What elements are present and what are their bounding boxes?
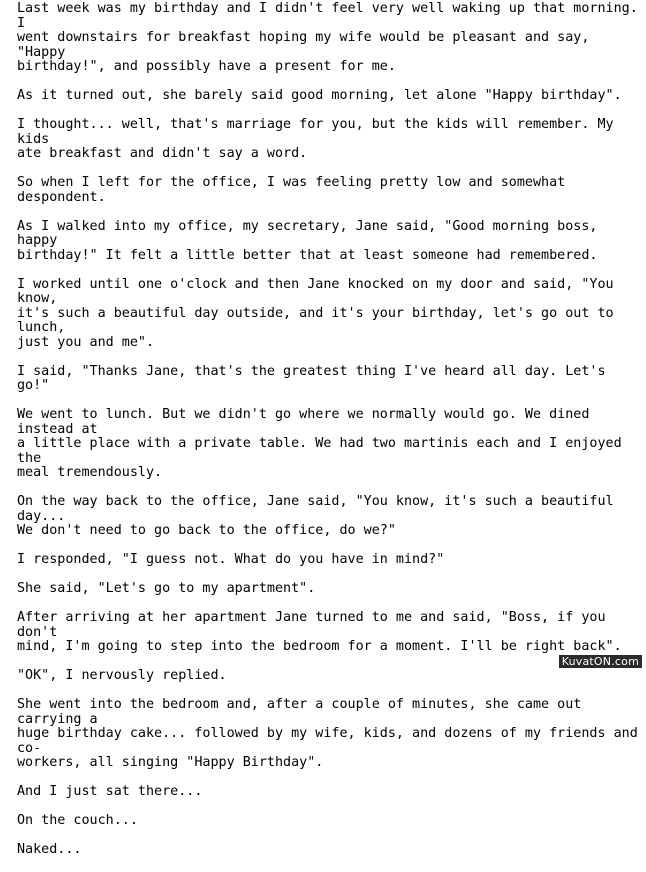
paragraph: So when I left for the office, I was feeling pretty low and somewhat despondent. [17,175,574,205]
watermark-logo: KuvatON.com [559,655,642,668]
paragraph: I thought... well, that's marriage for you, but the kids will remember. My kids ate breakfast and didn't say a word. [17,117,614,161]
paragraph: We went to lunch. But we didn't go where we normally would go. We dined instead at a little place with a private table. We had two martinis each and I enjoyed the meal tremendously. [17,407,622,480]
paragraph: On the way back to the office, Jane said, "You know, it's such a beautiful day... We don't need to go back to the office, do we?" [17,494,614,538]
paragraph: Last week was my birthday and I didn't feel very well waking up that morning. I went downstairs for breakfast hoping my wife would be pleasant and say, "Happy birthday!", and possibly have a present for me. [17,1,638,74]
paragraph: I worked until one o'clock and then Jane knocked on my door and said, "You know, it's such a beautiful day outside, and it's your birthday, let's go out to lunch, just you and me". [17,276,614,350]
story-text [17,2,642,872]
paragraph: As I walked into my office, my secretary, Jane said, "Good morning boss, happy birthday!" It felt a little better that at least someone had remembered. [17,218,598,263]
paragraph: Naked... [17,842,82,857]
paragraph: "OK", I nervously replied. [17,668,227,683]
paragraph: On the couch... [17,813,138,828]
paragraph: She said, "Let's go to my apartment". [17,581,316,596]
paragraph: I responded, "I guess not. What do you have in mind?" [17,552,445,567]
paragraph: She went into the bedroom and, after a couple of minutes, she came out carrying a huge birthday cake... followed by my wife, kids, and dozens of my friends and co- workers, all singing "Happy Birthday". [17,697,638,770]
paragraph: After arriving at her apartment Jane turned to me and said, "Boss, if you don't mind, I'm going to step into the bedroom for a moment. I'll be right back". [17,610,622,654]
paragraph: I said, "Thanks Jane, that's the greatest thing I've heard all day. Let's go!" [17,363,614,393]
paragraph: As it turned out, she barely said good morning, let alone "Happy birthday". [17,88,622,103]
paragraph: And I just sat there... [17,784,203,799]
